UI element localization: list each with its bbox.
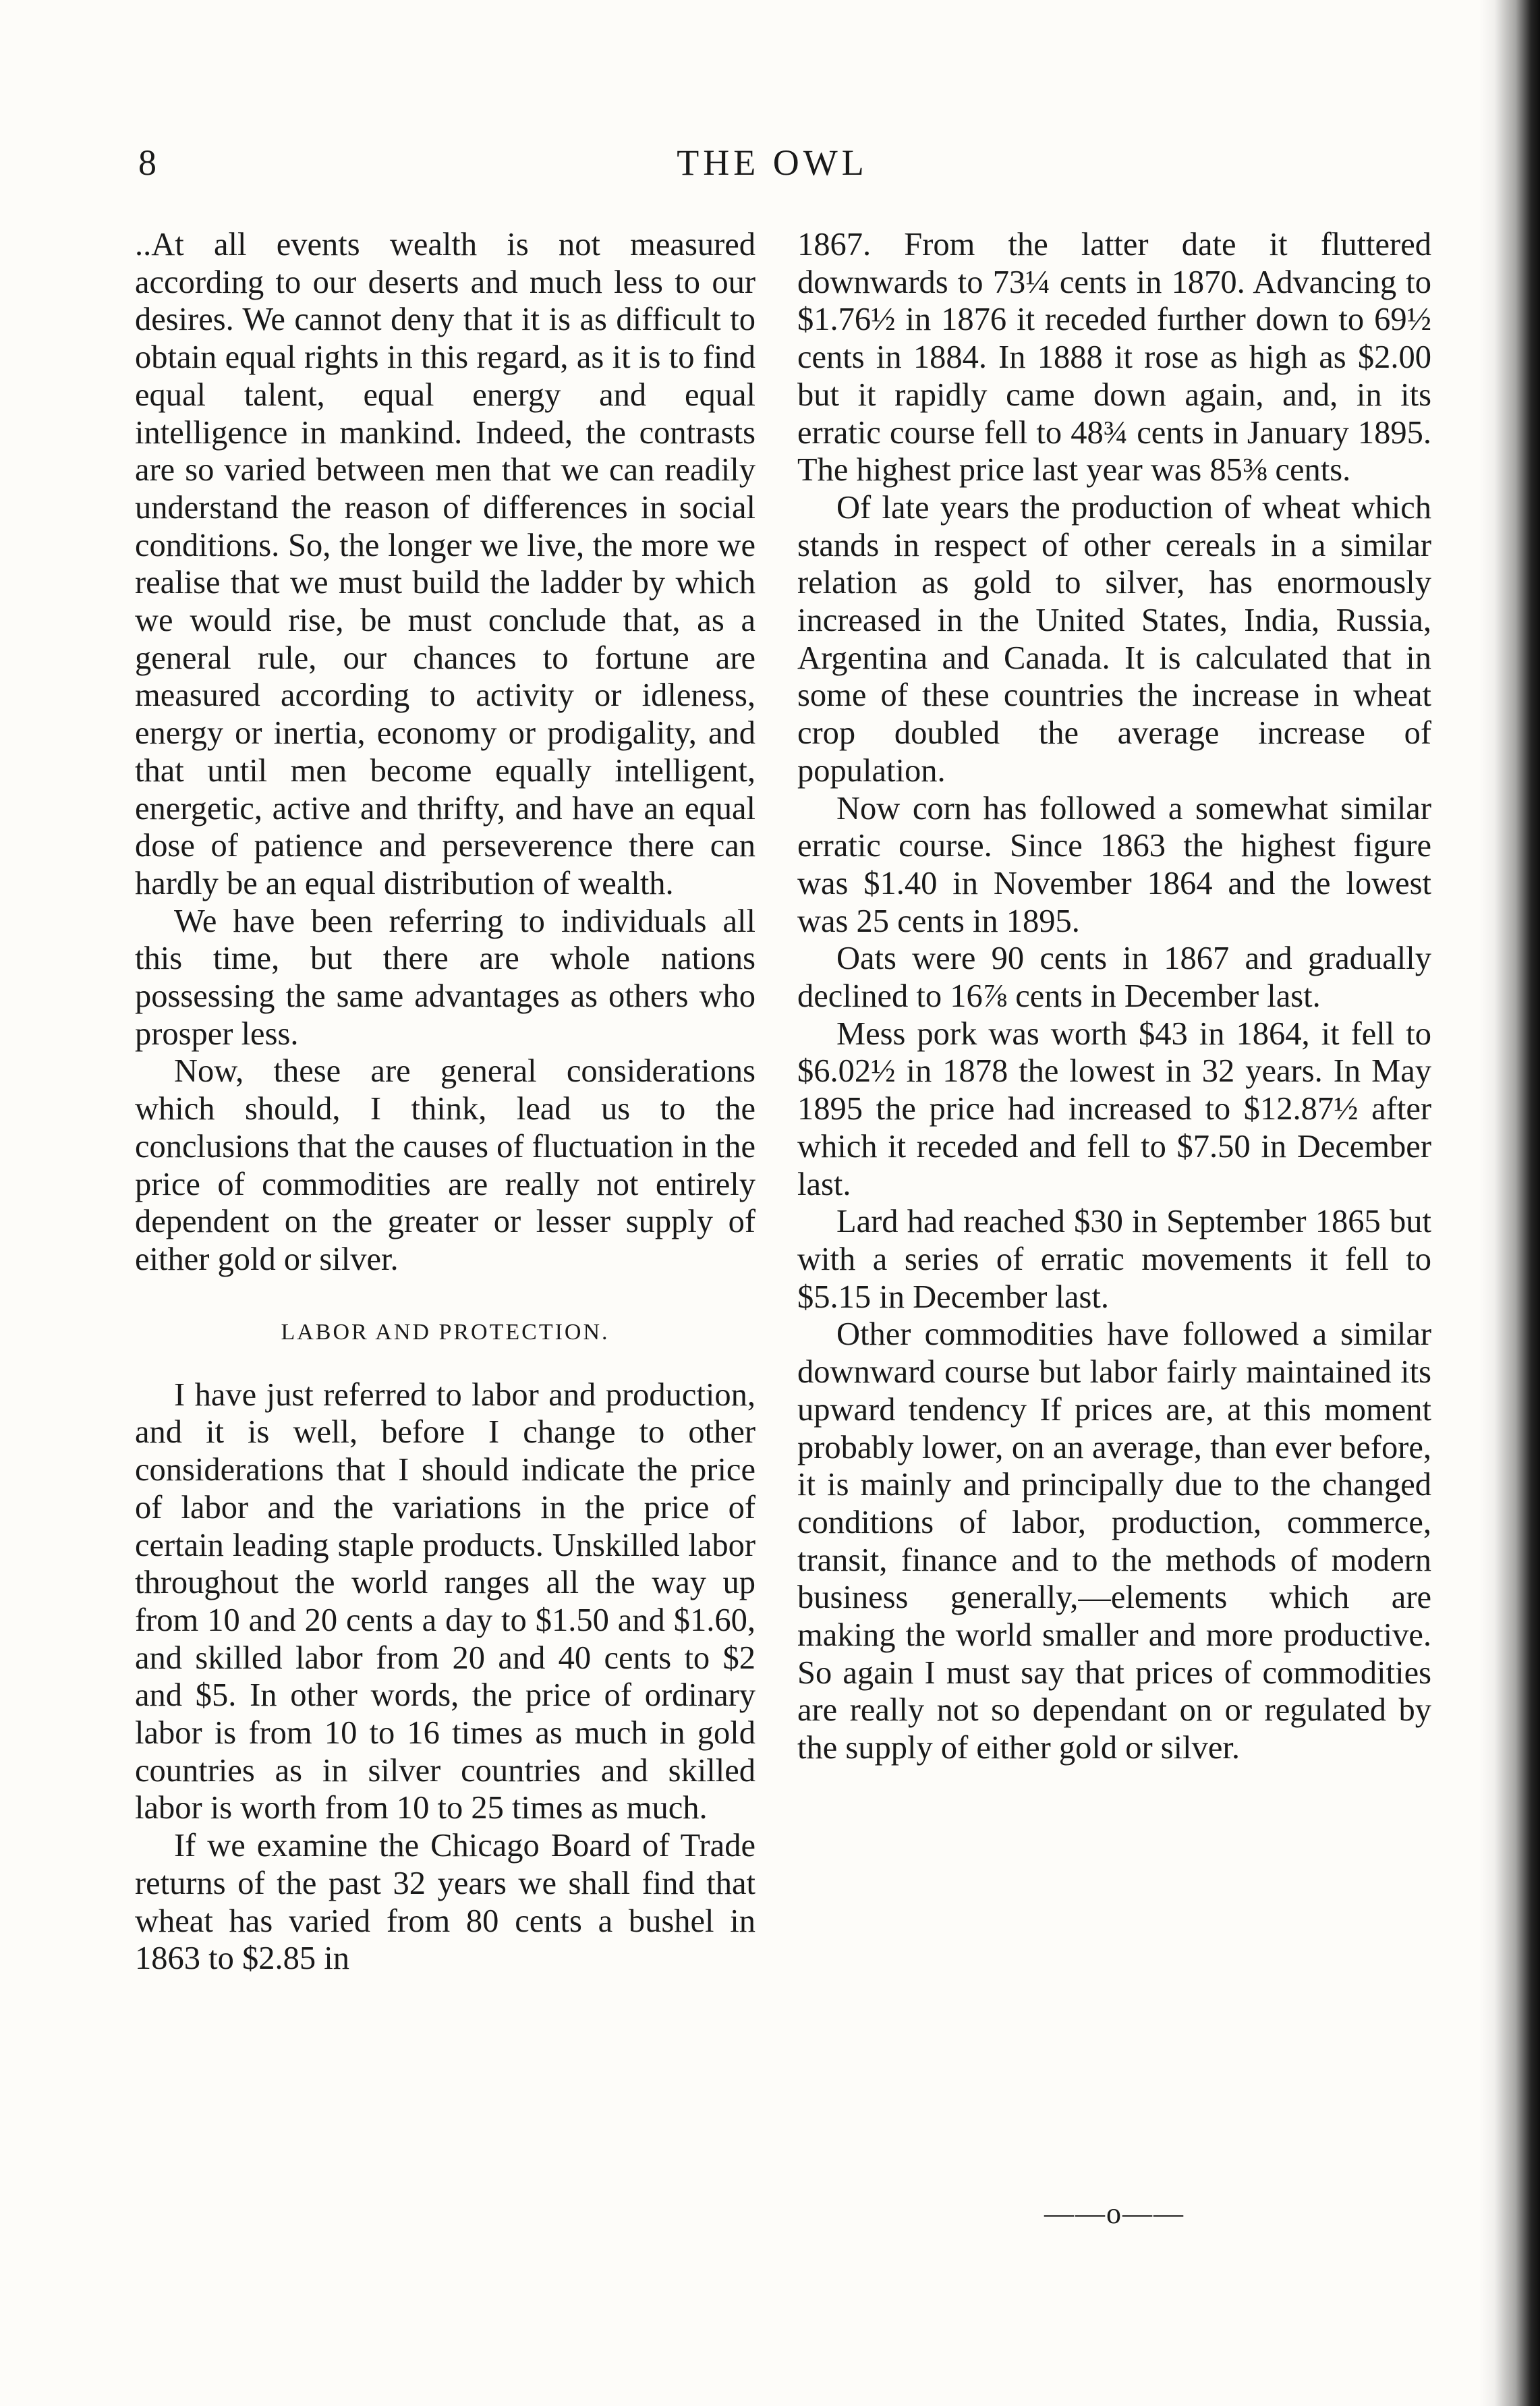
- paragraph: We have been referring to individuals all this time, but there are whole nations possessing the same advantages as others who prosper less.: [135, 903, 755, 1052]
- page-number: 8: [138, 142, 159, 183]
- paragraph: Of late years the production of wheat which stands in respect of other cereals in a similar relation as gold to silver, has enormously increased in the United States, India, Russia, Argentina and Canada. It is calculated that in some of these countries the increase in wheat crop doubled the average increase of population.: [797, 489, 1431, 789]
- section-heading: LABOR AND PROTECTION.: [281, 1319, 610, 1345]
- paragraph: If we examine the Chicago Board of Trade returns of the past 32 years we shall find that wheat has varied from 80 cents a bushel in 1863 to $2.85 in: [135, 1828, 755, 1977]
- left-column: [135, 226, 755, 1978]
- paragraph: Now, these are general considerations which should, I think, lead us to the conclusions that the causes of fluctuation in the price of commodities are really not entirely dependent on the greater or lesser supply of either gold or silver.: [135, 1053, 755, 1277]
- page-header: [138, 142, 1406, 196]
- paragraph: ..At all events wealth is not measured according to our deserts and much less to our desires. We cannot deny that it is as difficult to obtain equal rights in this regard, as it is to find equal talent, equal energy and equal intelligence in mankind. Indeed, the contrasts are so varied between men that we can readily understand the reason of differences in social conditions. So, the longer we live, the more we realise that we must build the ladder by which we would rise, be must conclude that, as a general rule, our chances to fortune are measured according to activity or idleness, energy or inertia, economy or prodigality, and that until men become equally intelligent, energetic, active and thrifty, and have an equal dose of patience and perseverence there can hardly be an equal distribution of wealth.: [135, 227, 755, 901]
- paragraph: Now corn has followed a somewhat similar erratic course. Since 1863 the highest figure was $1.40 in November 1864 and the lowest was 25 cents in 1895.: [797, 790, 1431, 939]
- running-head-title: THE OWL: [677, 142, 868, 183]
- page-edge-shadow: [1479, 0, 1540, 2406]
- paragraph: 1867. From the latter date it fluttered downwards to 73¼ cents in 1870. Advancing to $1.76½ in 1876 it receded further down to 69½ cents in 1884. In 1888 it rose as high as $2.00 but it rapidly came down again, and, in its erratic course fell to 48¾ cents in January 1895. The highest price last year was 85⅜ cents.: [797, 227, 1431, 488]
- paragraph: I have just referred to labor and production, and it is well, before I change to other considerations that I should indicate the price of labor and the variations in the price of certain leading staple products. Unskilled labor throughout the world ranges all the way up from 10 and 20 cents a day to $1.50 and $1.60, and skilled labor from 20 and 40 cents to $2 and $5. In other words, the price of ordinary labor is from 10 to 16 times as much in gold countries as in silver countries and skilled labor is worth from 10 to 25 times as much.: [135, 1376, 755, 1826]
- paragraph: Mess pork was worth $43 in 1864, it fell to $6.02½ in 1878 the lowest in 32 years. In May 1895 the price had increased to $12.87½ after which it receded and fell to $7.50 in December last.: [797, 1015, 1431, 1202]
- paragraph: Oats were 90 cents in 1867 and gradually declined to 16⅞ cents in December last.: [797, 941, 1431, 1015]
- paragraph: Other commodities have followed a similar downward course but labor fairly maintained its upward tendency If prices are, at this moment probably lower, on an average, than ever before, it is mainly and principally due to the changed conditions of labor, production, commerce, transit, finance and to the methods of modern business generally,—elements which are making the world smaller and more productive. So again I must say that prices of commodities are really not so dependant on or regulated by the supply of either gold or silver.: [797, 1316, 1431, 1766]
- right-column: [797, 226, 1431, 1767]
- section-divider: ——o——: [1044, 2197, 1185, 2230]
- paragraph: Lard had reached $30 in September 1865 but with a series of erratic movements it fell to $5.15 in December last.: [797, 1204, 1431, 1315]
